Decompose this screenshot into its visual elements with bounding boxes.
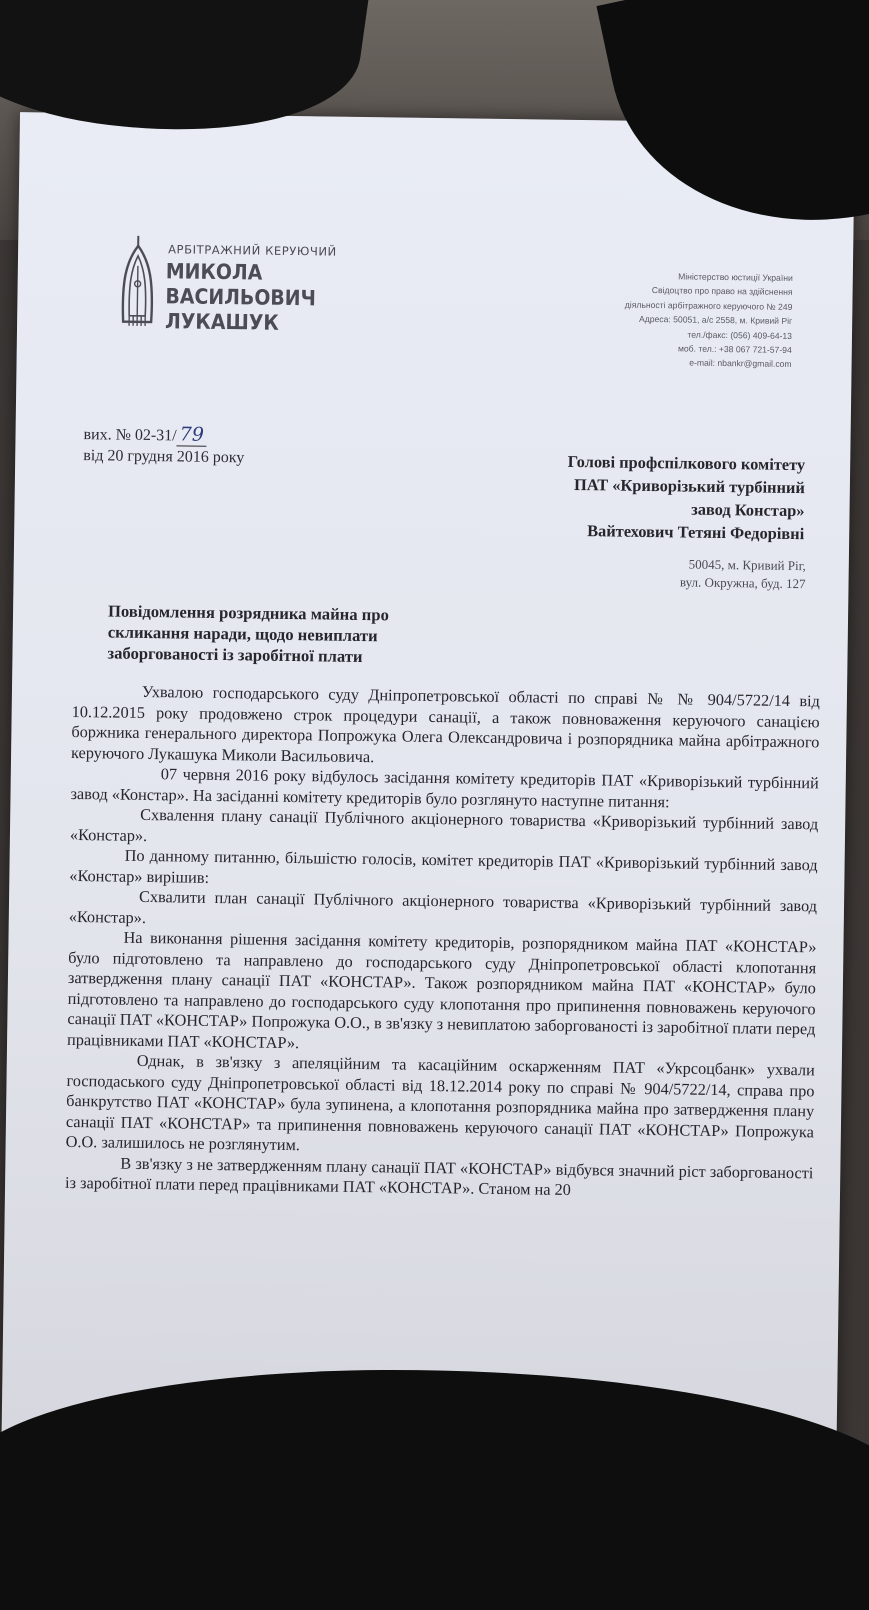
registration-line: тел./факс: (056) 409-64-13 <box>687 329 793 341</box>
address-line: вул. Окружна, буд. 127 <box>679 574 806 592</box>
subject-line: заборгованості із заробітної плати <box>107 643 363 667</box>
body-paragraph: Схвалити план санації Публічного акціонерного товариства «Криворізький турбінний завод «Констар». <box>68 886 818 927</box>
registration-line: Свідоцтво про право на здійснення <box>651 285 793 298</box>
addressee-line: Вайтехович Тетяні Федорівні <box>587 521 805 544</box>
outgoing-number-block <box>83 423 245 468</box>
logo-caption: АРБІТРАЖНИЙ КЕРУЮЧИЙ <box>168 242 337 259</box>
outgoing-number <box>83 423 244 447</box>
logo-name-line: ВАСИЛЬОВИЧ <box>165 284 317 311</box>
body-paragraph: 07 червня 2016 року відбулось засідання комітету кредиторів ПАТ «Криворізький турбінний завод «Констар». На засіданні комітету кредиторів було розглянуто наступне питання: <box>70 764 819 811</box>
glove-bottom <box>0 1370 869 1610</box>
registration-block <box>517 267 793 372</box>
letter-subject <box>107 600 438 668</box>
body-paragraph: В зв'язку з не затвердженням плану санації ПАТ «КОНСТАР» відбувся значний ріст заборгованості із заробітної плати перед працівниками ПАТ «КОНСТАР». Станом на 20 <box>64 1153 814 1199</box>
body-paragraph: По данному питанню, більшістю голосів, комітет кредиторів ПАТ «Криворізький турбінний завод «Констар» вирішив: <box>69 845 818 887</box>
outgoing-date: від 20 грудня 2016 року <box>83 447 245 467</box>
body-paragraph: На виконання рішення засідання комітету кредиторів, розпорядником майна ПАТ «КОНСТАР» було підготовлено та направлено до господарського суду Дніпропетровської області клопотання затвердження плану санації ПАТ «КОНСТАР». Також розпорядником майна ПАТ «КОНСТАР» було підготовлено та направлено до господарського суду клопотання про припинення повноважень керуючого санації ПАТ «КОНСТАР» Попрожука О.О., в зв'язку з невиплатою заборгованості із заробітної плати перед працівниками ПАТ «КОНСТАР». <box>66 927 817 1052</box>
registration-line: e-mail: nbankr@gmail.com <box>689 357 792 370</box>
logo-name <box>165 259 316 336</box>
registration-line: моб. тел.: +38 067 721-57-94 <box>677 343 792 356</box>
registration-line: Адреса: 50051, а/с 2558, м. Кривий Ріг <box>638 314 793 327</box>
addressee-line: завод Констар» <box>691 499 805 521</box>
registration-line: Міністерство юстиції України <box>678 271 793 283</box>
address-line: 50045, м. Кривий Ріг, <box>688 556 806 574</box>
addressee-line: Голові профспілкового комітету <box>567 451 806 475</box>
logo-name-line: ЛУКАШУК <box>164 309 280 335</box>
addressee-line: ПАТ «Криворізький турбінний <box>573 474 806 498</box>
body-paragraph: Однак, в зв'язку з апеляційним та касаційним оскарженням ПАТ «Укрсоцбанк» ухвали господаського суду Дніпропетровської області від 18.12.2014 року по справі № 904/5722/14, справа про банкрутство ПАТ «КОНСТАР» була зупинена, а клопотання розпорядника майна про затвердження плану санації ПАТ «КОНСТАР» та припинення повноважень керуючого санації ПАТ «КОНСТАР» Попрожука О.О. залишилось не розглянутим. <box>65 1050 815 1155</box>
logo-name-line: МИКОЛА <box>165 259 263 285</box>
handwritten-number: 79 <box>177 423 208 446</box>
subject-line: скликання наради, щодо невиплати <box>107 622 378 646</box>
recipient-address <box>573 554 805 593</box>
subject-line: Повідомлення розрядника майна про <box>107 601 389 625</box>
registration-line: діяльності арбітражного керуючого № 249 <box>624 299 793 312</box>
letter-body <box>65 681 820 1204</box>
body-paragraph: Ухвалою господарського суду Дніпропетровської області по справі № № 904/5722/14 від 10.12.2015 року продовжено строк процедури санації, а також повноваження керуючого санацією боржника генерального директора Попрожука Олега Олександровича і розпорядника майна арбітражного керуючого Лукашука Миколи Васильовича. <box>70 681 821 766</box>
pen-nib-emblem-icon <box>117 232 158 333</box>
body-paragraph: Схвалення плану санації Публічного акціонерного товариства «Криворізький турбінний завод «Констар». <box>69 804 819 845</box>
letter-page <box>1 112 855 1469</box>
outgoing-number-prefix: вих. № 02-31/ <box>83 426 177 445</box>
addressee-block <box>444 448 805 545</box>
